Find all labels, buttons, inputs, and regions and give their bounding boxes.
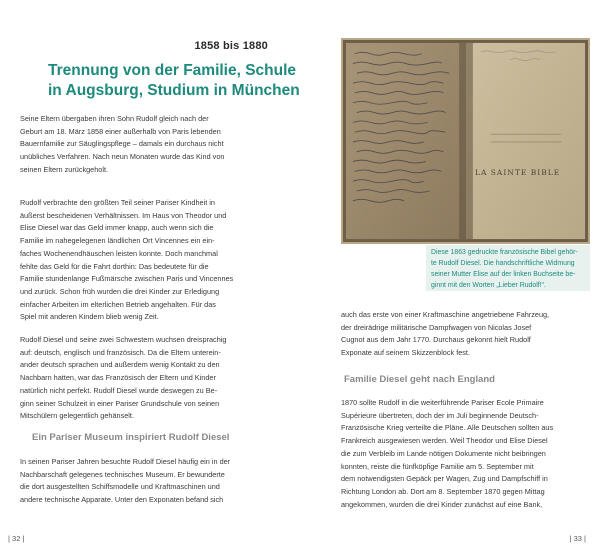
text-line: unübliches Verfahren. Nach neun Monaten wurde das Kind von bbox=[20, 152, 225, 162]
year-range: 1858 bis 1880 bbox=[194, 40, 268, 52]
photo-caption bbox=[426, 245, 590, 291]
text-line: Exponate auf seinem Skizzenblock fest. bbox=[341, 348, 470, 358]
text-line: natürlich nicht perfekt. Rudolf Diesel wurde deswegen zu Be- bbox=[20, 385, 218, 395]
text-line: die dort ausgestellten Schiffsmodelle und Kraftmaschinen und bbox=[20, 482, 220, 492]
text-line: Französische Krieg verteilte die Pläne. Alle Deutschen sollten aus bbox=[341, 423, 554, 433]
text-line: andere technische Apparate. Unter den Exponaten befand sich bbox=[20, 495, 224, 505]
text-line: konnten, reiste die fünfköpfige Familie am 5. September mit bbox=[341, 461, 534, 471]
text-line: Frankreich ausgewiesen werden. Weil Theodor und Elise Diesel bbox=[341, 436, 548, 446]
text-line: Mitschülern gelegentlich gehänselt. bbox=[20, 411, 134, 421]
text-line: Supérieure übertreten, doch der im Juli beginnende Deutsch- bbox=[341, 410, 539, 420]
right-page bbox=[300, 0, 600, 545]
text-line: Elise Diesel war das Geld immer knapp, auch wenn sich die bbox=[20, 223, 214, 233]
caption-line: Diese 1863 gedruckte französische Bibel gehör- bbox=[431, 249, 578, 256]
paragraph bbox=[20, 113, 286, 177]
text-line: seinen Eltern zurückgeholt. bbox=[20, 164, 109, 174]
chapter-title bbox=[48, 61, 300, 101]
text-line: faches Wochenendhäuschen leisten konnte. Doch manchmal bbox=[20, 248, 218, 258]
caption-line: te Rudolf Diesel. Die handschriftliche Widmung bbox=[431, 259, 575, 267]
text-line: Nachbarschaft gelegenes technisches Museum. Er bewunderte bbox=[20, 469, 225, 479]
text-line: auch das erste von einer Kraftmaschine angetriebene Fahrzeug, bbox=[341, 310, 550, 319]
paragraph bbox=[20, 197, 286, 324]
text-line: fehlte das Geld für die Fahrt dorthin: Das bedeutete für die bbox=[20, 261, 209, 271]
text-line: Richtung London ab. Dort am 8. September 1870 gegen Mittag bbox=[341, 486, 545, 496]
text-line: und zurück. Schon früh wurden die drei Kinder zur Erledigung bbox=[20, 286, 220, 296]
caption-line: seiner Mutter Elise auf der linken Buchseite be- bbox=[431, 270, 576, 278]
paragraph bbox=[20, 334, 286, 423]
text-line: auf: deutsch, englisch und französisch. Da die Eltern unterein- bbox=[20, 347, 221, 357]
text-line: die zum Verbleib im Lande nötigen Dokumente nicht beibringen bbox=[341, 448, 546, 458]
text-line: der dreirädrige militärische Dampfwagen von Nicolas Josef bbox=[341, 322, 532, 332]
bible-right-leaf bbox=[466, 43, 585, 239]
section-subheading: Ein Pariser Museum inspiriert Rudolf Diesel bbox=[32, 432, 230, 443]
paragraph bbox=[341, 397, 591, 511]
section-subheading: Familie Diesel geht nach England bbox=[344, 374, 495, 385]
text-line: Geburt am 18. März 1858 einer außerhalb von Paris lebenden bbox=[20, 126, 221, 136]
text-line: Rudolf verbrachte den größten Teil seiner Pariser Kindheit in bbox=[20, 198, 215, 207]
text-line: Spiel mit anderen Kindern blieb wenig Zeit. bbox=[20, 312, 159, 322]
bible-scan-illustration bbox=[343, 40, 588, 242]
text-line: Bauernfamilie zur Säuglingspflege – damals ein durchaus nicht bbox=[20, 139, 224, 149]
text-line: dem notwendigsten Gepäck per Wagen, Zug und Dampfschiff in bbox=[341, 474, 548, 484]
page-number: | 32 | bbox=[8, 534, 25, 543]
text-line: angekommen, wurden die drei Kinder zunächst auf eine Bank, bbox=[341, 499, 543, 509]
text-line: einfacher Arbeiten im elterlichen Betrieb angehalten. Für das bbox=[20, 299, 216, 309]
bible-book-title: LA SAINTE BIBLE bbox=[475, 168, 561, 177]
page-number: | 33 | bbox=[569, 534, 586, 543]
text-line: 1870 sollte Rudolf in die weiterführende Pariser Ecole Primaire bbox=[341, 398, 544, 407]
text-line: Seine Eltern übergaben ihren Sohn Rudolf gleich nach der bbox=[20, 114, 209, 123]
text-line: Rudolf Diesel und seine zwei Schwestern wuchsen dreisprachig bbox=[20, 335, 227, 344]
text-line: Nachbarn hatten, war das Französisch der Eltern und Kinder bbox=[20, 373, 216, 383]
text-line: ander deutsch sprachen und außerdem wenig Kontakt zu den bbox=[20, 360, 220, 370]
caption-line: ginnt mit den Worten „Lieber Rudolf!“. bbox=[431, 281, 546, 289]
text-line: Familie im nahegelegenen ländlichen Ort Vincennes ein ein- bbox=[20, 236, 215, 246]
paragraph bbox=[341, 309, 591, 360]
text-line: In seinen Pariser Jahren besuchte Rudolf Diesel häufig ein in der bbox=[20, 457, 231, 466]
text-line: ginn seiner Schulzeit in einer Pariser Grundschule von seinen bbox=[20, 398, 220, 408]
text-line: äußerst bescheidenen Verhältnissen. Im Haus von Theodor und bbox=[20, 210, 227, 220]
chapter-title-line: Trennung von der Familie, Schule bbox=[48, 62, 297, 79]
paragraph bbox=[20, 456, 286, 507]
text-line: Cugnot aus dem Jahr 1770. Durchaus gekonnt hielt Rudolf bbox=[341, 335, 531, 345]
bible-photo bbox=[341, 38, 590, 244]
chapter-title-line: in Augsburg, Studium in München bbox=[48, 82, 300, 99]
text-line: Familie stundenlange Fußmärsche zwischen Paris und Vincennes bbox=[20, 274, 234, 284]
